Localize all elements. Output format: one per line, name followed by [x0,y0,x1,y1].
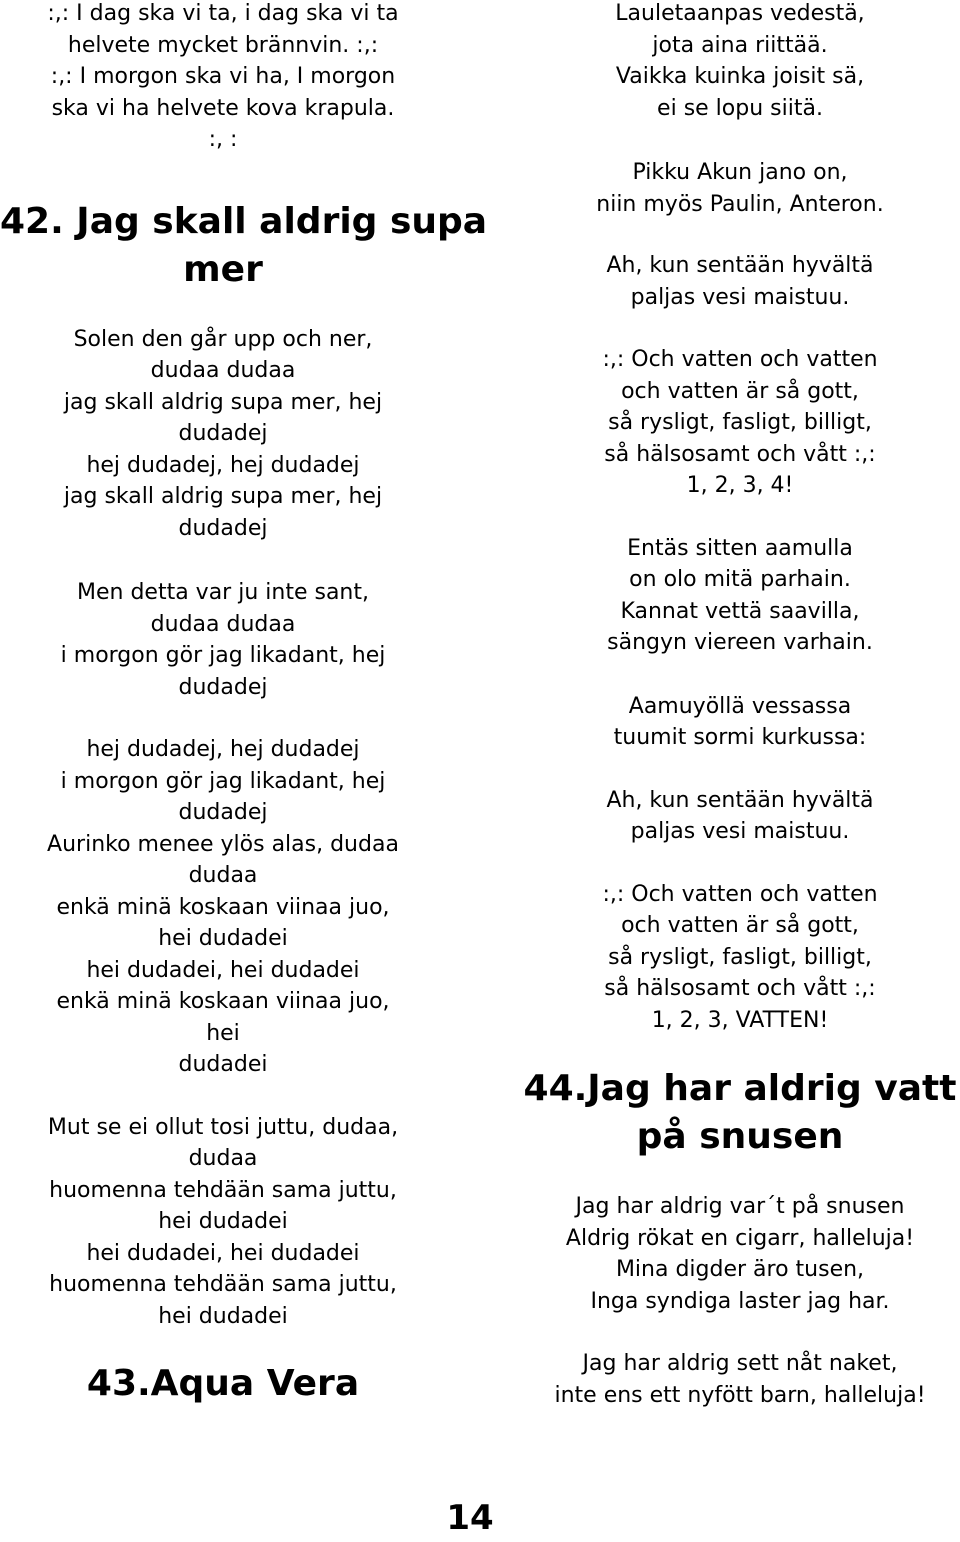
aqua-vera-stanza-6 [520,785,960,848]
verse-line: hei dudadei [158,926,288,951]
aqua-vera-stanza-2 [520,157,960,220]
verse-line: Inga syndiga laster jag har. [590,1288,890,1314]
verse-line: dudadej [178,515,268,541]
verse-line: ska vi ha helvete kova krapula. [51,95,395,121]
verse-line: hei [206,1020,240,1046]
song-title-line: 42. Jag skall aldrig supa [0,200,488,242]
verse-line: dudadei [178,1052,268,1077]
song-title-line: på snusen [636,1116,844,1157]
verse-line: helvete mycket brännvin. :,: [67,32,379,58]
verse-line: on olo mitä parhain. [629,567,851,592]
verse-line: paljas vesi maistuu. [630,819,850,844]
verse-line: tuumit sormi kurkussa: [613,725,867,750]
verse-line: så rysligt, fasligt, billigt, [608,944,872,970]
verse-line: sängyn viereen varhain. [607,630,873,655]
verse-line: enkä minä koskaan viinaa juo, [56,989,390,1014]
song-42-title [0,198,488,294]
verse-line: dudadej [178,800,268,825]
verse-line: Solen den går upp och ner, [73,326,373,352]
verse-line: inte ens ett nyfött barn, halleluja! [554,1382,926,1408]
aqua-vera-stanza-5 [520,691,960,754]
verse-line: hej dudadej, hej dudadej [86,737,360,762]
verse-line: :,: Och vatten och vatten [602,347,878,372]
verse-line: Mina digder äro tusen, [615,1257,865,1282]
verse-line: Aamuyöllä vessassa [628,693,852,719]
verse-line: 1, 2, 3, VATTEN! [651,1007,829,1033]
verse-line: dudadej [178,674,268,700]
verse-line: och vatten är så gott, [621,378,859,404]
verse-line: i morgon gör jag likadant, hej [60,768,386,794]
verse-line: ei se lopu siitä. [657,95,823,121]
aqua-vera-chorus-1 [520,344,960,502]
verse-line: Men detta var ju inte sant, [77,580,369,605]
verse-line: 1, 2, 3, 4! [686,473,794,498]
verse-line: :,: I morgon ska vi ha, I morgon [50,64,396,89]
verse-line: huomenna tehdään sama juttu, [49,1272,397,1297]
verse-line: :,: Och vatten och vatten [602,881,878,907]
song-title-line: mer [183,248,263,290]
verse-line: dudaa dudaa [150,611,296,637]
song-42-stanza-2 [0,577,446,703]
verse-line: Jag har aldrig sett nåt naket, [582,1351,898,1376]
verse-line: hei dudadei [158,1303,288,1329]
verse-line: Vaikka kuinka joisit sä, [615,64,865,89]
verse-line: Ah, kun sentään hyvältä [606,787,874,813]
right-column [520,0,960,1411]
song-42-stanza-3 [0,734,446,1081]
song-44-title [520,1065,960,1161]
verse-line: hei dudadei, hei dudadei [86,1240,360,1266]
verse-line: Pikku Akun jano on, [632,160,848,185]
page-number: 14 [446,1498,494,1538]
verse-line: Entäs sitten aamulla [627,535,853,561]
verse-line: jag skall aldrig supa mer, hej [63,484,383,509]
aqua-vera-chorus-2 [520,879,960,1037]
verse-line: Jag har aldrig var´t på snusen [575,1194,905,1219]
verse-line: :, : [208,127,238,152]
song-44-stanza-2 [520,1348,960,1411]
aqua-vera-stanza-1 [520,0,960,124]
verse-line: hei dudadei, hei dudadei [86,957,360,983]
verse-line: så hälsosamt och vått :,: [604,976,876,1001]
verse-line: i morgon gör jag likadant, hej [60,643,386,668]
aqua-vera-stanza-4 [520,533,960,659]
verse-line: niin myös Paulin, Anteron. [596,191,884,217]
song-42-stanza-4 [0,1112,446,1333]
verse-line: Ah, kun sentään hyvältä [606,253,874,278]
verse-line: Kannat vettä saavilla, [620,598,860,624]
verse-line: dudadej [178,421,268,446]
verse-line: Aldrig rökat en cigarr, halleluja! [565,1225,915,1251]
verse-line: huomenna tehdään sama juttu, [49,1177,397,1203]
left-column [0,0,488,1408]
intro-verse [0,0,446,156]
verse-line: Lauletaanpas vedestä, [615,1,865,26]
verse-line: :,: I dag ska vi ta, i dag ska vi ta [47,1,399,26]
song-42-stanza-1 [0,324,446,545]
verse-line: Aurinko menee ylös alas, dudaa [47,831,399,857]
verse-line: dudaa [188,1146,258,1171]
verse-line: jota aina riittää. [652,32,828,58]
verse-line: hej dudadej, hej dudadej [86,452,360,478]
song-44-stanza-1 [520,1191,960,1317]
song-43-title: 43.Aqua Vera [86,1363,360,1404]
song-title-line: 44.Jag har aldrig vatt [523,1068,957,1109]
verse-line: så hälsosamt och vått :,: [604,441,876,467]
verse-line: hei dudadei [158,1209,288,1234]
verse-line: och vatten är så gott, [621,913,859,938]
verse-line: dudaa dudaa [150,358,296,383]
verse-line: enkä minä koskaan viinaa juo, [56,894,390,920]
aqua-vera-stanza-3 [520,250,960,313]
verse-line: Mut se ei ollut tosi juttu, dudaa, [47,1114,399,1140]
verse-line: jag skall aldrig supa mer, hej [63,389,383,415]
verse-line: dudaa [188,863,258,888]
verse-line: så rysligt, fasligt, billigt, [608,410,872,435]
verse-line: paljas vesi maistuu. [630,284,850,310]
